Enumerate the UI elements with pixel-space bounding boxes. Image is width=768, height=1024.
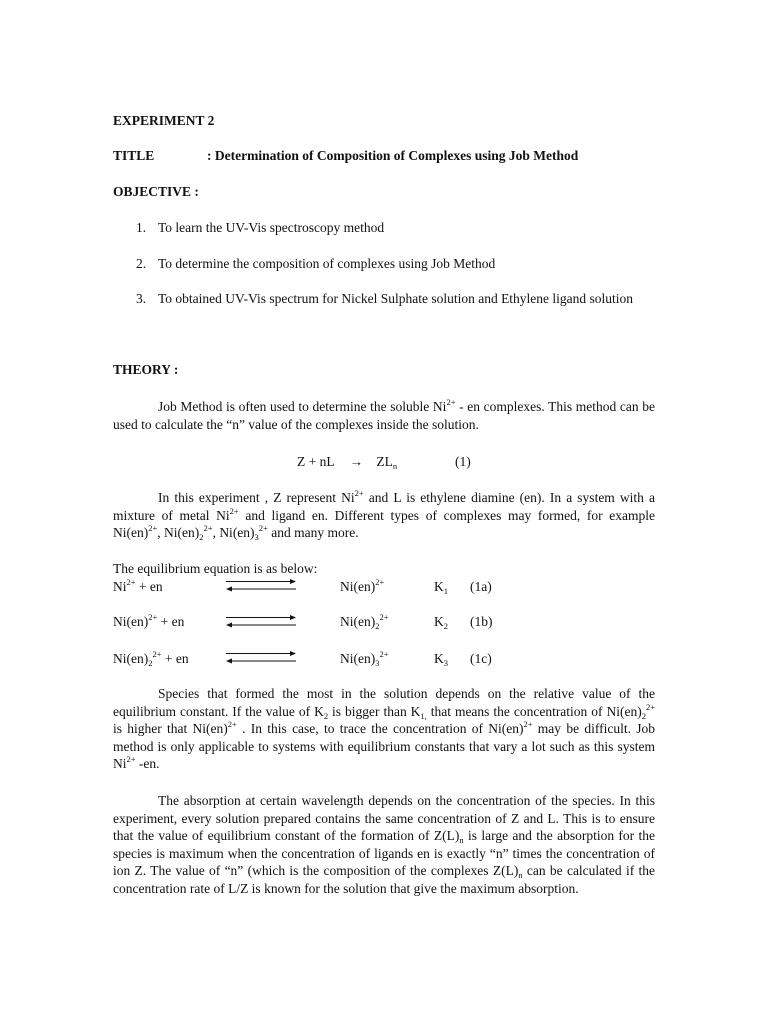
title-text: : Determination of Composition of Complexes using Job Method (207, 148, 579, 163)
experiment-heading: EXPERIMENT 2 (113, 113, 215, 128)
equation-number: (1) (455, 454, 471, 469)
equilibrium-product: $Ni(en)_3^{2+}$ (340, 649, 389, 668)
list-item-text: To determine the composition of complexes using Job Method (158, 256, 496, 271)
equation-1: Z + nL → $ZL_n$ (297, 454, 398, 471)
list-item-text: To learn the UV-Vis spectroscopy method (158, 220, 385, 235)
list-item-number: 3. (136, 291, 147, 306)
objective-label: OBJECTIVE : (113, 184, 199, 199)
list-item-text: To obtained UV-Vis spectrum for Nickel Sulphate solution and Ethylene ligand solution (158, 291, 634, 306)
equilibrium-constant: $K_2$ (434, 614, 448, 631)
theory-paragraph-3: Species that formed the most in the solution depends on the relative value of the equilibrium constant. If the value of $K_2$ is bigger than $K_{1,}$ that means the concentration of $Ni(en)_2^{2+}$ is higher that Ni(en)$^{2+}$ . In this case, to trace the concentration of Ni(en)$^{2+}$ may be difficult. Job method is only applicable to systems with equilibrium constants that vary a lot such as this system $Ni^{2+}$ -en. (113, 686, 655, 772)
theory-paragraph-1: Job Method is often used to determine the soluble $Ni^{2+}$ - en complexes. This method can be used to calculate the “n” value of the complexes inside the solution. (113, 397, 656, 432)
list-item-number: 2. (136, 256, 147, 271)
equilibrium-intro: The equilibrium equation is as below: (113, 561, 318, 576)
equation-lhs: Z + nL (297, 454, 335, 469)
equation-rhs: ZL (376, 454, 393, 469)
title-label: TITLE (113, 148, 155, 163)
equilibrium-product: Ni(en)$^{2+}$ (340, 577, 385, 594)
equilibrium-arrows-icon (226, 650, 296, 664)
equilibrium-tag: (1a) (470, 579, 492, 594)
equilibrium-reactant: $Ni(en)_2^{2+}$ + en (113, 649, 189, 668)
equilibrium-tag: (1c) (470, 651, 492, 666)
equilibrium-tag: (1b) (470, 614, 493, 629)
right-arrow-icon: → (349, 454, 363, 469)
equilibrium-reactant: $Ni^{2+}$ + en (113, 577, 163, 594)
list-item-number: 1. (136, 220, 147, 235)
equilibrium-arrows-icon (226, 578, 296, 592)
equilibrium-reactant: Ni(en)$^{2+}$ + en (113, 612, 185, 629)
theory-label: THEORY : (113, 362, 179, 377)
theory-paragraph-4: The absorption at certain wavelength depends on the concentration of the species. In this experiment, every solution prepared contains the same concentration of Z and L. This is to ensure that the value of equilibrium constant of the formation of $Z(L)_n$ is large and the absorption for the species is maximum when the concentration of ligands en is exactly “n” times the concentration of ion Z. The value of “n” (which is the composition of the complexes $Z(L)_n$ can be calculated if the concentration rate of L/Z is known for the solution that give the maximum absorption. (113, 793, 656, 896)
equilibrium-constant: $K_3$ (434, 651, 448, 668)
equilibrium-product: $Ni(en)_2^{2+}$ (340, 612, 389, 631)
equilibrium-constant: $K_1$ (434, 579, 448, 596)
theory-paragraph-2: In this experiment , Z represent $Ni^{2+}$ and L is ethylene diamine (en). In a system with a mixture of metal $Ni^{2+}$ and ligand en. Different types of complexes may formed, for example Ni(en)$^{2+}$, $Ni(en)_2^{2+}$, $Ni(en)_3^{2+}$ and many more. (113, 488, 655, 543)
equilibrium-arrows-icon (226, 614, 296, 628)
